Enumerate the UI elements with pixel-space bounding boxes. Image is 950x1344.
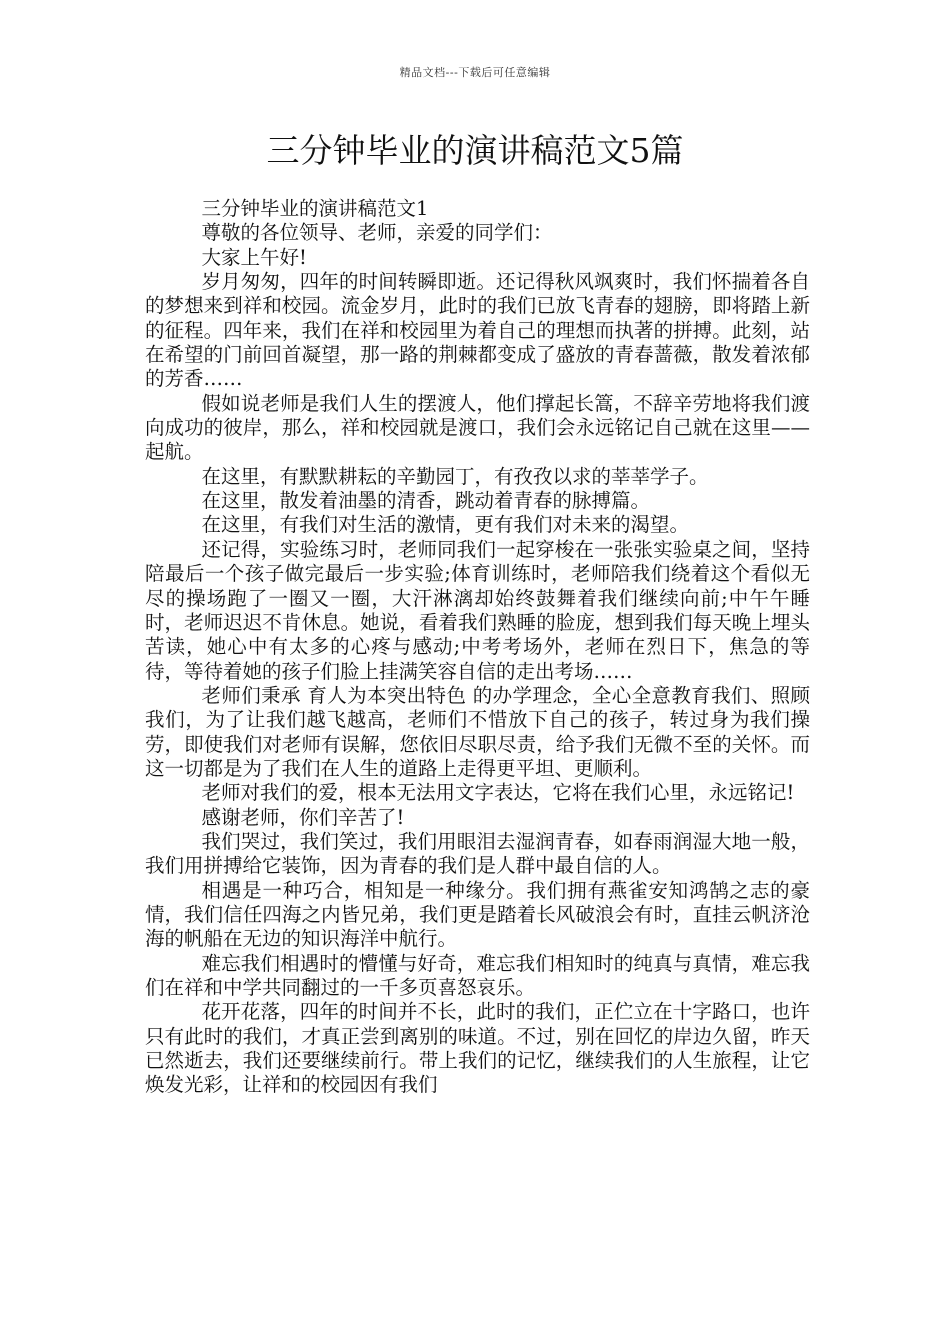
paragraph-subtitle: 三分钟毕业的演讲稿范文1 — [201, 197, 429, 220]
document-title: 三分钟毕业的演讲稿范文5篇 — [266, 131, 684, 170]
document-body — [145, 197, 810, 1098]
paragraph: 感谢老师，你们辛苦了! — [201, 805, 405, 829]
paragraph: 假如说老师是我们人生的摆渡人，他们撑起长篙，不辞辛劳地将我们渡向成功的彼岸，那么，祥和校园就是渡口，我们会永远铭记自己就在这里——起航。 — [145, 391, 810, 464]
paragraph: 老师们秉承 育人为本突出特色 的办学理念，全心全意教育我们、照顾我们，为了让我们越飞越高，老师们不惜放下自己的孩子，转过身为我们操劳，即使我们对老师有误解，您依旧尽职尽责，给予我们无微不至的关怀。而这一切都是为了我们在人生的道路上走得更平坦、更顺利。 — [145, 683, 810, 780]
paragraph-greeting: 大家上午好! — [201, 245, 307, 269]
paragraph: 岁月匆匆，四年的时间转瞬即逝。还记得秋风飒爽时，我们怀揣着各自的梦想来到祥和校园。流金岁月，此时的我们已放飞青春的翅膀，即将踏上新的征程。四年来，我们在祥和校园里为着自己的理想而执著的拼搏。此刻，站在希望的门前回首凝望，那一路的荆棘都变成了盛放的青春蔷薇，散发着浓郁的芳香…… — [145, 270, 810, 391]
paragraph: 在这里，散发着油墨的清香，跳动着青春的脉搏篇。 — [201, 489, 651, 513]
paragraph: 在这里，有我们对生活的激情，更有我们对未来的渴望。 — [201, 513, 690, 537]
paragraph: 我们哭过，我们笑过，我们用眼泪去湿润青春，如春雨润湿大地一般，我们用拼搏给它装饰，因为青春的我们是人群中最自信的人。 — [145, 829, 810, 878]
paragraph: 老师对我们的爱，根本无法用文字表达，它将在我们心里，永远铭记! — [201, 781, 795, 805]
paragraph: 在这里，有默默耕耘的辛勤园丁，有孜孜以求的莘莘学子。 — [201, 464, 709, 488]
paragraph: 相遇是一种巧合，相知是一种缘分。我们拥有燕雀安知鸿鹄之志的豪情，我们信任四海之内皆兄弟，我们更是踏着长风破浪会有时，直挂云帆济沧海的帆船在无边的知识海洋中航行。 — [145, 878, 810, 951]
paragraph: 还记得，实验练习时，老师同我们一起穿梭在一张张实验桌之间，坚持陪最后一个孩子做完最后一步实验;体育训练时，老师陪我们绕着这个看似无尽的操场跑了一圈又一圈，大汗淋漓却始终鼓舞着我们继续向前;中午午睡时，老师迟迟不肯休息。她说，看着我们熟睡的脸庞，想到我们每天晚上埋头苦读，她心中有太多的心疼与感动;中考考场外，老师在烈日下，焦急的等待，等待着她的孩子们脸上挂满笑容自信的走出考场…… — [145, 537, 810, 683]
paragraph: 难忘我们相遇时的懵懂与好奇，难忘我们相知时的纯真与真情，难忘我们在祥和中学共同翻过的一千多页喜怒哀乐。 — [145, 951, 810, 999]
header-note: 精品文档---下载后可任意编辑 — [399, 66, 551, 79]
paragraph-salutation: 尊敬的各位领导、老师，亲爱的同学们： — [201, 221, 553, 245]
paragraph: 花开花落，四年的时间并不长，此时的我们，正伫立在十字路口，也许只有此时的我们，才真正尝到离别的味道。不过，别在回忆的岸边久留，昨天已然逝去，我们还要继续前行。带上我们的记忆，继续我们的人生旅程，让它焕发光彩，让祥和的校园因有我们 — [145, 1000, 810, 1097]
